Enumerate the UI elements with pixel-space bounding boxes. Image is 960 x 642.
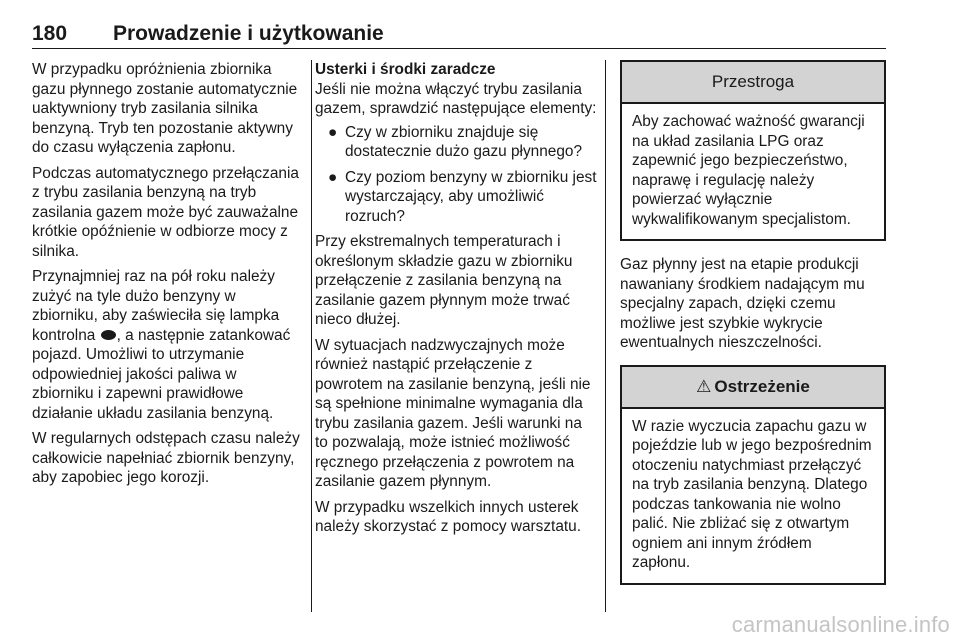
paragraph: Gaz płynny jest na etapie produkcji nawaniany środkiem nadającym mu specjalny zapach, dzięki czemu możliwe jest szybkie wykrycie ewentualnych nieszczelności. (620, 256, 865, 351)
section-subheading: Usterki i środki zaradcze (315, 61, 496, 78)
page-header (32, 22, 886, 49)
paragraph: Jeśli nie można włączyć trybu zasilania gazem, sprawdzić następujące elementy: (315, 80, 597, 117)
warning-body: W razie wyczucia zapachu gazu w pojeździe lub w jego bezpośrednim otoczeniu natychmiast przełączyć na tryb zasilania benzyną. Dlatego podczas tankowania nie wolno palić. Nie zbliżać się z otwartym ogniem ani innym źródłem zapłonu. (632, 417, 872, 571)
list-item-text: Czy w zbiorniku znajduje się dostatecznie dużo gazu płynnego? (345, 123, 583, 160)
warning-box-header (622, 367, 884, 409)
column-left (32, 60, 302, 494)
column-middle (315, 60, 597, 543)
page-number: 180 (32, 22, 68, 45)
page-title: Prowadzenie i użytkowanie (113, 22, 384, 45)
paragraph-text: , a następnie zatankować pojazd. Umożliwi to utrzymanie odpowiedniej jakości paliwa w zbiorniku i zapewni prawidłowe działanie układu zasilania benzyną. (32, 326, 291, 422)
bullet-icon: ● (328, 168, 338, 186)
caution-box (620, 60, 886, 241)
warning-box (620, 365, 886, 585)
bullet-list (315, 123, 597, 227)
caution-body: Aby zachować ważność gwarancji na układ zasilania LPG oraz zapewnić jego bezpieczeństwo, naprawę i regulację należy powierzać wyłącznie wykwalifikowanym specjalistom. (632, 113, 865, 228)
warning-triangle-icon: ⚠ (696, 376, 712, 396)
paragraph: W sytuacjach nadzwyczajnych może również nastąpić przełączenie z powrotem na zasilanie benzyną, jeśli nie są spełnione minimalne wymagania dla trybu zasilania gazem. Jeśli warunki na to pozwalają, może istnieć możliwość ręcznego przełączenia z powrotem na zasilanie gazem płynnym. (315, 336, 591, 490)
lpg-indicator-lamp-icon (101, 330, 116, 340)
column-right (620, 60, 886, 599)
paragraph-text: Przynajmniej raz na pół roku należy zużyć na tyle dużo benzyny w zbiorniku, aby zaświeciła się lampka kontrolna (32, 268, 280, 344)
paragraph (32, 267, 302, 423)
watermark: carmanualsonline.info (731, 612, 950, 637)
column-divider (311, 60, 312, 612)
list-item (315, 168, 597, 227)
paragraph: Przy ekstremalnych temperaturach i określonym składzie gazu w zbiorniku przełączenie z zasilania benzyną na zasilanie gazem płynnym może trwać nieco dłużej. (315, 233, 573, 328)
bullet-icon: ● (328, 123, 338, 141)
caution-box-header (622, 62, 884, 104)
caution-title: Przestroga (711, 72, 795, 91)
paragraph: Podczas automatycznego przełączania z trybu zasilania benzyną na tryb zasilania gazem może być zauważalne krótkie opóźnienie w odbiorze mocy z silnika. (32, 164, 299, 260)
list-item (315, 123, 597, 162)
paragraph: W regularnych odstępach czasu należy całkowicie napełniać zbiornik benzyny, aby zapobiec jego korozji. (32, 430, 300, 486)
list-item-text: Czy poziom benzyny w zbiorniku jest wystarczający, aby umożliwić rozruch? (345, 168, 597, 225)
paragraph: W przypadku wszelkich innych usterek należy skorzystać z pomocy warsztatu. (315, 498, 582, 535)
paragraph: W przypadku opróżnienia zbiornika gazu płynnego zostanie automatycznie uaktywniony tryb zasilania silnika benzyną. Tryb ten pozostanie aktywny do czasu wyłączenia zapłonu. (32, 61, 298, 156)
warning-title: Ostrzeżenie (714, 376, 810, 396)
column-divider (605, 60, 606, 612)
